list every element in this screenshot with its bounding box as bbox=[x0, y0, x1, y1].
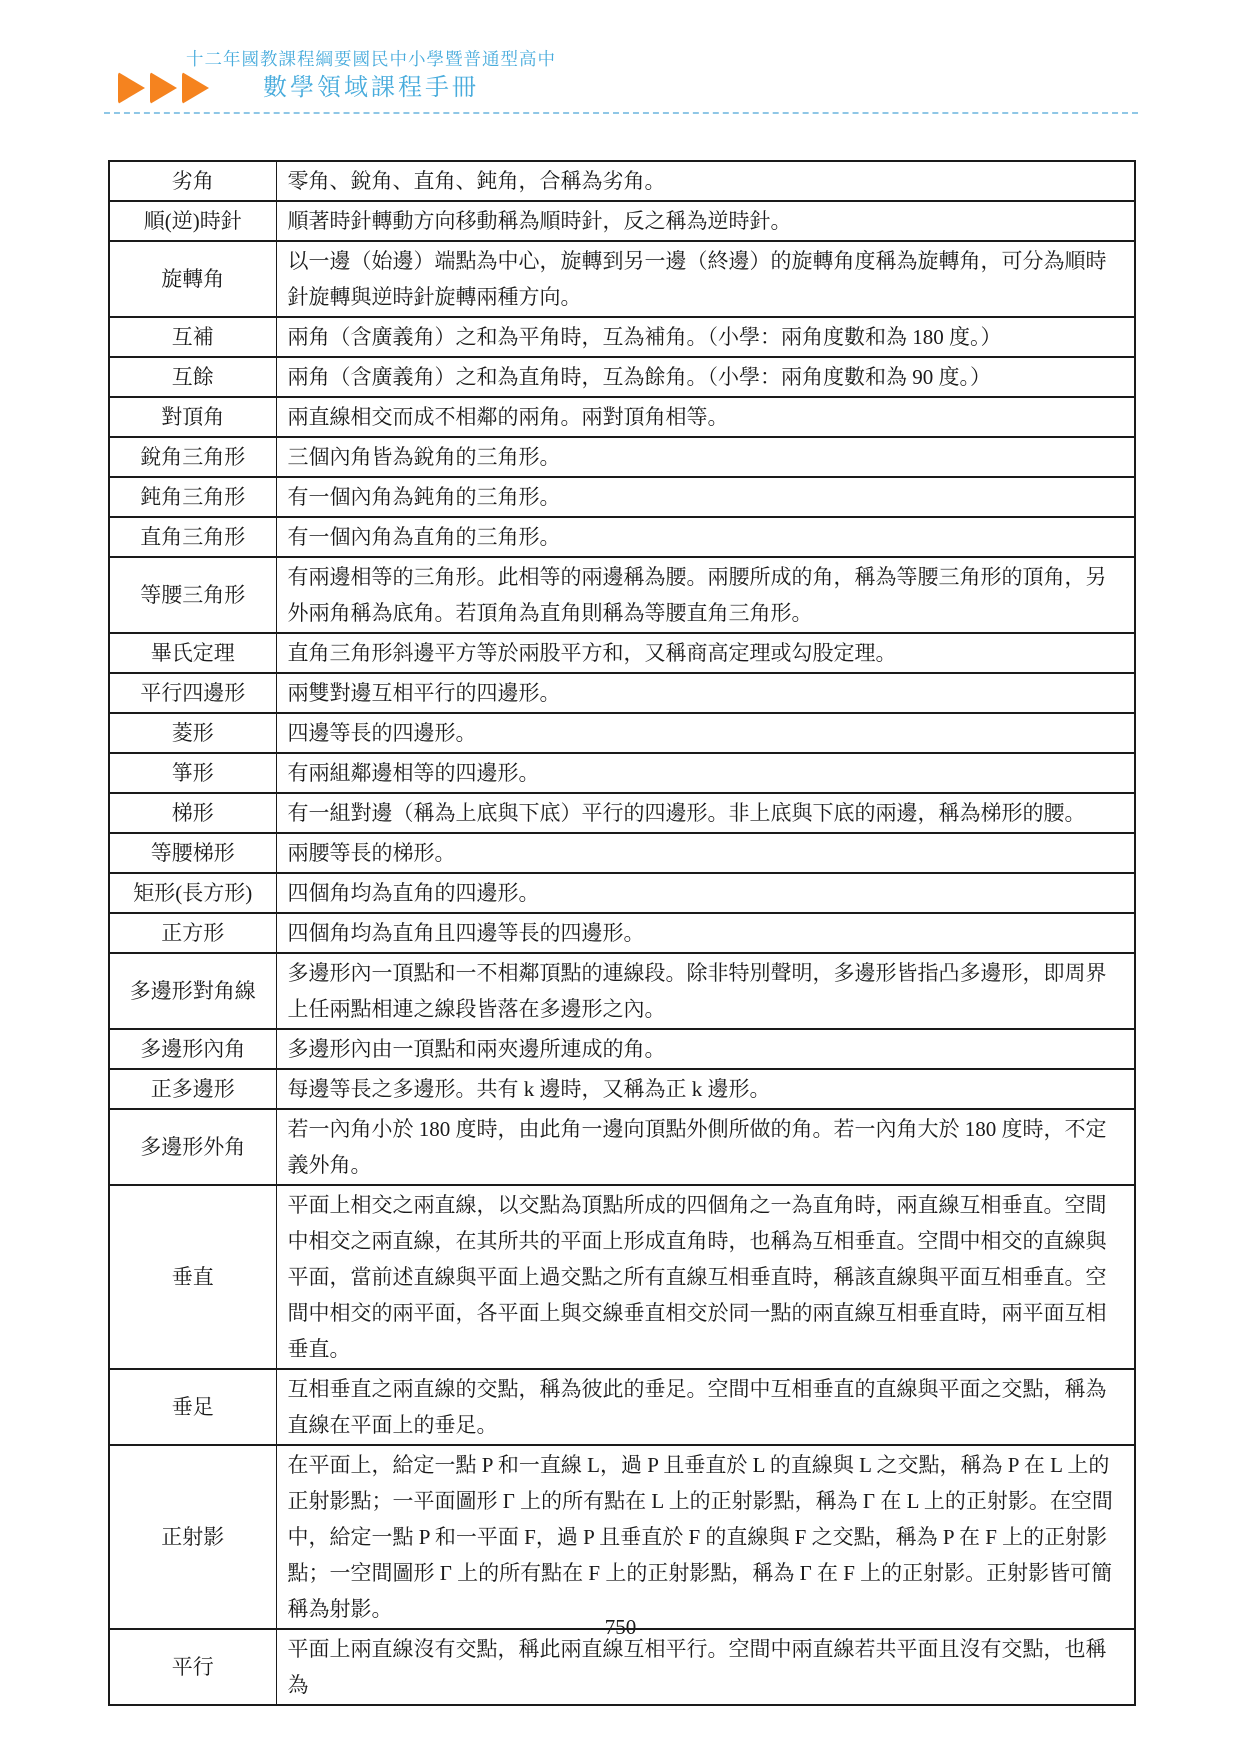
table-row bbox=[109, 1029, 1135, 1069]
definition-cell: 兩角（含廣義角）之和為平角時，互為補角。（小學：兩角度數和為 180 度。） bbox=[276, 317, 1135, 357]
header-title-line1: 十二年國教課程綱要國民中小學暨普通型高中 bbox=[186, 49, 556, 69]
definition-cell: 零角、銳角、直角、鈍角，合稱為劣角。 bbox=[276, 161, 1135, 201]
definition-cell: 在平面上，給定一點 P 和一直線 L，過 P 且垂直於 L 的直線與 L 之交點，稱為 P 在 L 上的正射影點；一平面圖形 Γ 上的所有點在 L 上的正射影點，稱為 Γ 在 L 上的正射影。在空間中，給定一點 P 和一平面 F，過 P 且垂直於 F 的直線與 F 之交點，稱為 P 在 F 上的正射影點；一空間圖形 Γ 上的所有點在 F 上的正射影點，稱為 Γ 在 F 上的正射影。正射影皆可簡稱為射影。 bbox=[276, 1445, 1135, 1629]
table-row bbox=[109, 1629, 1135, 1705]
table-row bbox=[109, 833, 1135, 873]
definition-cell: 有一個內角為直角的三角形。 bbox=[276, 517, 1135, 557]
definition-cell: 以一邊（始邊）端點為中心，旋轉到另一邊（終邊）的旋轉角度稱為旋轉角，可分為順時針旋轉與逆時針旋轉兩種方向。 bbox=[276, 241, 1135, 317]
definition-cell: 兩直線相交而成不相鄰的兩角。兩對頂角相等。 bbox=[276, 397, 1135, 437]
table-row bbox=[109, 557, 1135, 633]
term-cell: 多邊形內角 bbox=[109, 1029, 276, 1069]
definition-cell: 多邊形內由一頂點和兩夾邊所連成的角。 bbox=[276, 1029, 1135, 1069]
term-cell: 互餘 bbox=[109, 357, 276, 397]
term-cell: 等腰三角形 bbox=[109, 557, 276, 633]
glossary-table bbox=[108, 160, 1136, 1706]
term-cell: 等腰梯形 bbox=[109, 833, 276, 873]
definition-cell: 有一個內角為鈍角的三角形。 bbox=[276, 477, 1135, 517]
term-cell: 畢氏定理 bbox=[109, 633, 276, 673]
table-row bbox=[109, 1109, 1135, 1185]
definition-cell: 兩角（含廣義角）之和為直角時，互為餘角。（小學：兩角度數和為 90 度。） bbox=[276, 357, 1135, 397]
term-cell: 對頂角 bbox=[109, 397, 276, 437]
table-row bbox=[109, 437, 1135, 477]
table-row bbox=[109, 201, 1135, 241]
definition-cell: 三個內角皆為銳角的三角形。 bbox=[276, 437, 1135, 477]
header-title-line2: 數學領域課程手冊 bbox=[263, 73, 479, 101]
table-row bbox=[109, 477, 1135, 517]
document-header bbox=[186, 48, 556, 104]
table-row bbox=[109, 517, 1135, 557]
term-cell: 正多邊形 bbox=[109, 1069, 276, 1109]
table-row bbox=[109, 397, 1135, 437]
table-row bbox=[109, 793, 1135, 833]
term-cell: 梯形 bbox=[109, 793, 276, 833]
table-row bbox=[109, 357, 1135, 397]
term-cell: 平行四邊形 bbox=[109, 673, 276, 713]
term-cell: 旋轉角 bbox=[109, 241, 276, 317]
term-cell: 鈍角三角形 bbox=[109, 477, 276, 517]
definition-cell: 四個角均為直角的四邊形。 bbox=[276, 873, 1135, 913]
term-cell: 矩形(長方形) bbox=[109, 873, 276, 913]
table-row bbox=[109, 713, 1135, 753]
table-row bbox=[109, 317, 1135, 357]
table-row bbox=[109, 161, 1135, 201]
term-cell: 菱形 bbox=[109, 713, 276, 753]
term-cell: 順(逆)時針 bbox=[109, 201, 276, 241]
definition-cell: 兩腰等長的梯形。 bbox=[276, 833, 1135, 873]
term-cell: 多邊形外角 bbox=[109, 1109, 276, 1185]
definition-cell: 兩雙對邊互相平行的四邊形。 bbox=[276, 673, 1135, 713]
header-divider bbox=[104, 112, 1138, 114]
definition-cell: 四個角均為直角且四邊等長的四邊形。 bbox=[276, 913, 1135, 953]
right-triangle-icon bbox=[118, 72, 145, 104]
table-row bbox=[109, 633, 1135, 673]
definition-cell: 有兩組鄰邊相等的四邊形。 bbox=[276, 753, 1135, 793]
term-cell: 劣角 bbox=[109, 161, 276, 201]
term-cell: 銳角三角形 bbox=[109, 437, 276, 477]
table-row bbox=[109, 1445, 1135, 1629]
definition-cell: 有一組對邊（稱為上底與下底）平行的四邊形。非上底與下底的兩邊，稱為梯形的腰。 bbox=[276, 793, 1135, 833]
term-cell: 直角三角形 bbox=[109, 517, 276, 557]
table-row bbox=[109, 953, 1135, 1029]
definition-cell: 有兩邊相等的三角形。此相等的兩邊稱為腰。兩腰所成的角，稱為等腰三角形的頂角，另外兩角稱為底角。若頂角為直角則稱為等腰直角三角形。 bbox=[276, 557, 1135, 633]
definition-cell: 若一內角小於 180 度時，由此角一邊向頂點外側所做的角。若一內角大於 180 度時，不定義外角。 bbox=[276, 1109, 1135, 1185]
term-cell: 互補 bbox=[109, 317, 276, 357]
term-cell: 垂直 bbox=[109, 1185, 276, 1369]
definition-cell: 直角三角形斜邊平方等於兩股平方和，又稱商高定理或勾股定理。 bbox=[276, 633, 1135, 673]
definition-cell: 每邊等長之多邊形。共有 k 邊時，又稱為正 k 邊形。 bbox=[276, 1069, 1135, 1109]
term-cell: 正射影 bbox=[109, 1445, 276, 1629]
definition-cell: 四邊等長的四邊形。 bbox=[276, 713, 1135, 753]
definition-cell: 平面上相交之兩直線，以交點為頂點所成的四個角之一為直角時，兩直線互相垂直。空間中相交之兩直線，在其所共的平面上形成直角時，也稱為互相垂直。空間中相交的直線與平面，當前述直線與平面上過交點之所有直線互相垂直時，稱該直線與平面互相垂直。空間中相交的兩平面，各平面上與交線垂直相交於同一點的兩直線互相垂直時，兩平面互相垂直。 bbox=[276, 1185, 1135, 1369]
table-row bbox=[109, 1069, 1135, 1109]
term-cell: 垂足 bbox=[109, 1369, 276, 1445]
term-cell: 正方形 bbox=[109, 913, 276, 953]
right-triangle-icon bbox=[150, 72, 177, 104]
definition-cell: 順著時針轉動方向移動稱為順時針，反之稱為逆時針。 bbox=[276, 201, 1135, 241]
table-row bbox=[109, 873, 1135, 913]
terms-table-body bbox=[109, 161, 1135, 1705]
table-row bbox=[109, 913, 1135, 953]
table-row bbox=[109, 1185, 1135, 1369]
term-cell: 平行 bbox=[109, 1629, 276, 1705]
table-row bbox=[109, 753, 1135, 793]
definition-cell: 互相垂直之兩直線的交點，稱為彼此的垂足。空間中互相垂直的直線與平面之交點，稱為直線在平面上的垂足。 bbox=[276, 1369, 1135, 1445]
term-cell: 多邊形對角線 bbox=[109, 953, 276, 1029]
definition-cell: 平面上兩直線沒有交點，稱此兩直線互相平行。空間中兩直線若共平面且沒有交點，也稱為 bbox=[276, 1629, 1135, 1705]
page-number: 750 bbox=[604, 1615, 637, 1639]
term-cell: 箏形 bbox=[109, 753, 276, 793]
definition-cell: 多邊形內一頂點和一不相鄰頂點的連線段。除非特別聲明，多邊形皆指凸多邊形，即周界上任兩點相連之線段皆落在多邊形之內。 bbox=[276, 953, 1135, 1029]
table-row bbox=[109, 1369, 1135, 1445]
table-row bbox=[109, 241, 1135, 317]
table-row bbox=[109, 673, 1135, 713]
